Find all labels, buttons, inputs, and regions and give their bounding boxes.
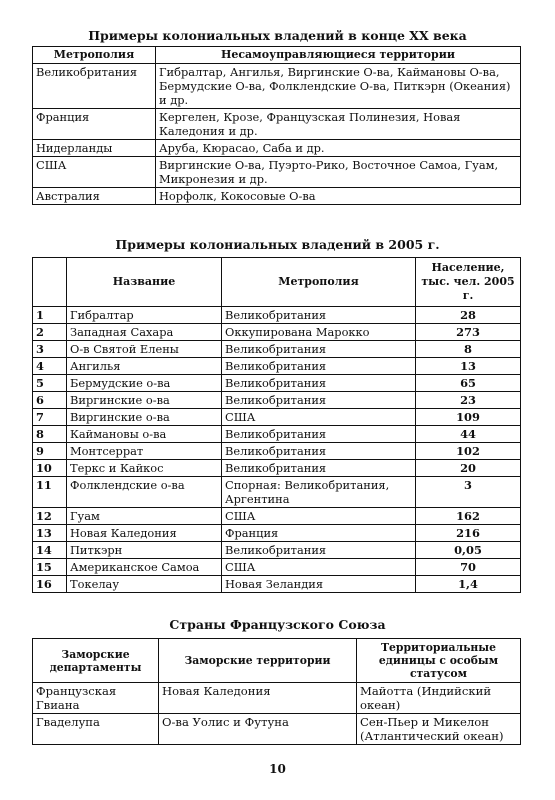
territory-name-cell: Фолклендские о-ва (67, 477, 222, 508)
table-row (33, 683, 521, 714)
metropolis-cell: США (222, 559, 416, 576)
table-header-row (33, 258, 521, 307)
territories-cell: Аруба, Кюрасао, Саба и др. (156, 140, 521, 157)
population-cell: 109 (416, 409, 521, 426)
territories-cell: Кергелен, Крозе, Французская Полинезия, Новая Каледония и др. (156, 109, 521, 140)
row-number-cell: 8 (33, 426, 67, 443)
table-row (33, 341, 521, 358)
colonies-2005-table (32, 257, 521, 593)
population-cell: 28 (416, 307, 521, 324)
metropolis-cell: Великобритания (222, 542, 416, 559)
territory-name-cell: Монтсеррат (67, 443, 222, 460)
table-row (33, 157, 521, 188)
territory-name-cell: Американское Самоа (67, 559, 222, 576)
french-union-table (32, 638, 521, 745)
metropolis-cell: Великобритания (222, 341, 416, 358)
table-body (33, 307, 521, 593)
column-header: Название (67, 258, 222, 307)
table-row (33, 140, 521, 157)
territory-name-cell: Питкэрн (67, 542, 222, 559)
territory-name-cell: Токелау (67, 576, 222, 593)
table-row (33, 392, 521, 409)
column-header (33, 258, 67, 307)
table-row (33, 324, 521, 341)
metropolis-cell: Франция (33, 109, 156, 140)
row-number-cell: 1 (33, 307, 67, 324)
territory-name-cell: Бермудские о-ва (67, 375, 222, 392)
row-number-cell: 3 (33, 341, 67, 358)
row-number-cell: 10 (33, 460, 67, 477)
table-header-row (33, 47, 521, 64)
territory-name-cell: Теркс и Кайкос (67, 460, 222, 477)
territory-name-cell: Виргинские о-ва (67, 409, 222, 426)
metropolis-cell: Новая Зеландия (222, 576, 416, 593)
table-row (33, 109, 521, 140)
territory-cell: О-ва Уолис и Футуна (159, 714, 357, 745)
row-number-cell: 11 (33, 477, 67, 508)
metropolis-cell: Великобритания (222, 460, 416, 477)
table-row (33, 576, 521, 593)
population-cell: 273 (416, 324, 521, 341)
column-header: Несамоуправляющиеся территории (156, 47, 521, 64)
row-number-cell: 15 (33, 559, 67, 576)
metropolis-cell: США (222, 409, 416, 426)
population-cell: 3 (416, 477, 521, 508)
table-header-row (33, 639, 521, 683)
row-number-cell: 6 (33, 392, 67, 409)
column-header: Метрополия (222, 258, 416, 307)
row-number-cell: 16 (33, 576, 67, 593)
table-row (33, 426, 521, 443)
population-cell: 23 (416, 392, 521, 409)
metropolis-cell: Австралия (33, 188, 156, 205)
metropolis-cell: США (222, 508, 416, 525)
column-header: Территориальные единицы с особым статусом (357, 639, 521, 683)
table1-title: Примеры колониальных владений в конце XX века (88, 28, 467, 43)
table-row (33, 443, 521, 460)
department-cell: Французская Гвиана (33, 683, 159, 714)
population-cell: 65 (416, 375, 521, 392)
metropolis-cell: Оккупирована Марокко (222, 324, 416, 341)
metropolis-cell: США (33, 157, 156, 188)
territories-cell: Виргинские О-ва, Пуэрто-Рико, Восточное Самоа, Гуам, Микронезия и др. (156, 157, 521, 188)
row-number-cell: 2 (33, 324, 67, 341)
table-row (33, 542, 521, 559)
metropolis-cell: Великобритания (33, 64, 156, 109)
metropolis-cell: Великобритания (222, 358, 416, 375)
row-number-cell: 13 (33, 525, 67, 542)
special-status-cell: Сен-Пьер и Микелон (Атлантический океан) (357, 714, 521, 745)
column-header: Метрополия (33, 47, 156, 64)
population-cell: 44 (416, 426, 521, 443)
territory-name-cell: Виргинские о-ва (67, 392, 222, 409)
population-cell: 216 (416, 525, 521, 542)
colonies-20th-century-table (32, 46, 521, 205)
page-number: 10 (269, 762, 286, 776)
metropolis-cell: Великобритания (222, 426, 416, 443)
department-cell: Гваделупа (33, 714, 159, 745)
table-row (33, 375, 521, 392)
territory-name-cell: Ангилья (67, 358, 222, 375)
population-cell: 1,4 (416, 576, 521, 593)
population-cell: 162 (416, 508, 521, 525)
table-row (33, 358, 521, 375)
population-cell: 102 (416, 443, 521, 460)
special-status-cell: Майотта (Индийский океан) (357, 683, 521, 714)
table2-title: Примеры колониальных владений в 2005 г. (115, 237, 440, 252)
territories-cell: Норфолк, Кокосовые О-ва (156, 188, 521, 205)
row-number-cell: 4 (33, 358, 67, 375)
column-header: Заморские территории (159, 639, 357, 683)
territory-name-cell: Новая Каледония (67, 525, 222, 542)
row-number-cell: 12 (33, 508, 67, 525)
table-row (33, 409, 521, 426)
column-header: Население, тыс. чел. 2005 г. (416, 258, 521, 307)
metropolis-cell: Великобритания (222, 443, 416, 460)
metropolis-cell: Великобритания (222, 375, 416, 392)
territory-cell: Новая Каледония (159, 683, 357, 714)
population-cell: 8 (416, 341, 521, 358)
population-cell: 70 (416, 559, 521, 576)
row-number-cell: 7 (33, 409, 67, 426)
metropolis-cell: Спорная: Великобритания, Аргентина (222, 477, 416, 508)
table-row (33, 460, 521, 477)
table3-title: Страны Французского Союза (169, 617, 386, 632)
territory-name-cell: Гибралтар (67, 307, 222, 324)
metropolis-cell: Нидерланды (33, 140, 156, 157)
row-number-cell: 9 (33, 443, 67, 460)
metropolis-cell: Великобритания (222, 392, 416, 409)
row-number-cell: 14 (33, 542, 67, 559)
row-number-cell: 5 (33, 375, 67, 392)
metropolis-cell: Великобритания (222, 307, 416, 324)
column-header: Заморские департаменты (33, 639, 159, 683)
table-row (33, 559, 521, 576)
table-row (33, 477, 521, 508)
territory-name-cell: Гуам (67, 508, 222, 525)
population-cell: 0,05 (416, 542, 521, 559)
metropolis-cell: Франция (222, 525, 416, 542)
territories-cell: Гибралтар, Ангилья, Виргинские О-ва, Каймановы О-ва, Бермудские О-ва, Фолклендские О-ва, Питкэрн (Океания) и др. (156, 64, 521, 109)
table-row (33, 508, 521, 525)
table-row (33, 714, 521, 745)
table-row (33, 525, 521, 542)
territory-name-cell: Западная Сахара (67, 324, 222, 341)
population-cell: 20 (416, 460, 521, 477)
territory-name-cell: Каймановы о-ва (67, 426, 222, 443)
territory-name-cell: О-в Святой Елены (67, 341, 222, 358)
table-row (33, 307, 521, 324)
table-row (33, 188, 521, 205)
table-row (33, 64, 521, 109)
population-cell: 13 (416, 358, 521, 375)
